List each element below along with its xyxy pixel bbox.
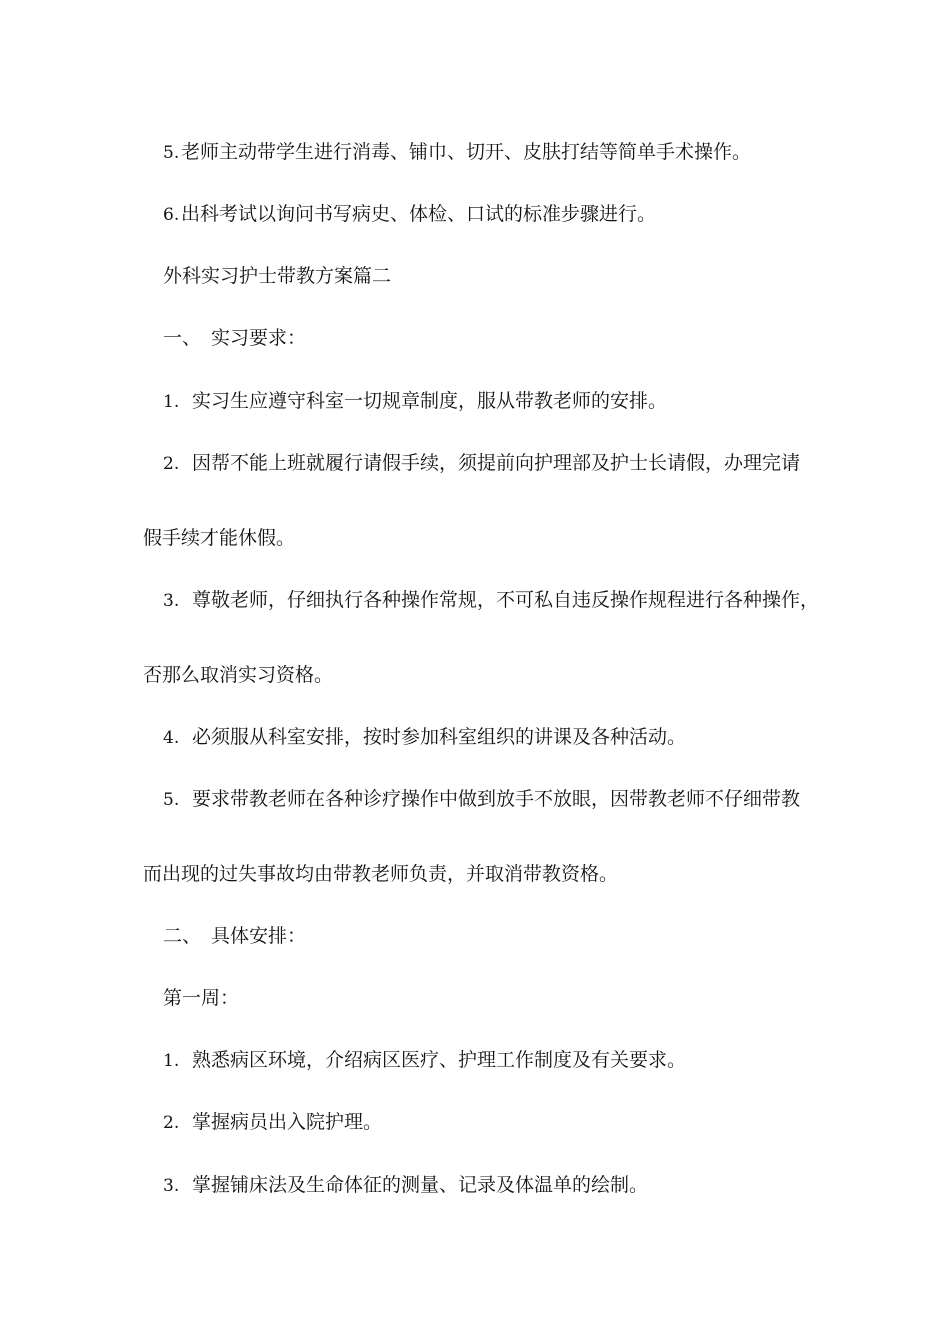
item-text: 实习生应遵守科室一切规章制度，服从带教老师的安排。 — [192, 390, 668, 412]
heading-text: 具体安排： — [211, 925, 307, 947]
paragraph-6 — [163, 202, 656, 227]
heading-requirements — [163, 326, 306, 350]
requirement-item-5 — [163, 787, 800, 812]
item-number: 1. — [163, 1051, 180, 1071]
item-number: 2. — [163, 454, 180, 474]
requirement-item-1 — [163, 389, 667, 414]
item-number: 3. — [163, 591, 180, 611]
item-number: 3. — [163, 1176, 180, 1196]
heading-arrangement — [163, 924, 306, 948]
item-number: 4. — [163, 728, 180, 748]
heading-number: 二、 — [163, 925, 202, 947]
week-one-item-2 — [163, 1110, 382, 1135]
requirement-item-3-continuation: 否那么取消实习资格。 — [143, 664, 334, 686]
item-number: 1. — [163, 392, 180, 412]
paragraph-5 — [163, 140, 751, 165]
item-text: 熟悉病区环境，介绍病区医疗、护理工作制度及有关要求。 — [192, 1049, 687, 1071]
requirement-item-3 — [163, 588, 819, 613]
item-text: 掌握病员出入院护理。 — [192, 1111, 383, 1133]
item-number: 5. — [163, 790, 180, 810]
item-text: 要求带教老师在各种诊疗操作中做到放手不放眼，因带教老师不仔细带教 — [192, 788, 801, 810]
heading-text: 实习要求： — [211, 327, 307, 349]
item-number: 2. — [163, 1113, 180, 1133]
item-text: 尊敬老师，仔细执行各种操作常规，不可私自违反操作规程进行各种操作， — [192, 589, 820, 611]
requirement-item-2 — [163, 451, 800, 476]
heading-number: 一、 — [163, 327, 202, 349]
section-title: 外科实习护士带教方案篇二 — [163, 265, 392, 287]
item-text: 掌握铺床法及生命体征的测量、记录及体温单的绘制。 — [192, 1174, 649, 1196]
requirement-item-5-continuation: 而出现的过失事故均由带教老师负责，并取消带教资格。 — [143, 863, 619, 885]
item-text: 必须服从科室安排，按时参加科室组织的讲课及各种活动。 — [192, 726, 687, 748]
paragraph-text: 老师主动带学生进行消毒、铺巾、切开、皮肤打结等简单手术操作。 — [181, 141, 752, 163]
item-number: 6. — [163, 205, 180, 225]
week-one-item-1 — [163, 1048, 686, 1073]
week-one-item-3 — [163, 1173, 648, 1198]
item-text: 因帮不能上班就履行请假手续，须提前向护理部及护士长请假，办理完请 — [192, 452, 801, 474]
requirement-item-4 — [163, 725, 686, 750]
paragraph-text: 出科考试以询问书写病史、体检、口试的标准步骤进行。 — [181, 203, 657, 225]
item-number: 5. — [163, 143, 180, 163]
requirement-item-2-continuation: 假手续才能休假。 — [143, 527, 296, 549]
week-one-heading: 第一周： — [163, 987, 240, 1009]
